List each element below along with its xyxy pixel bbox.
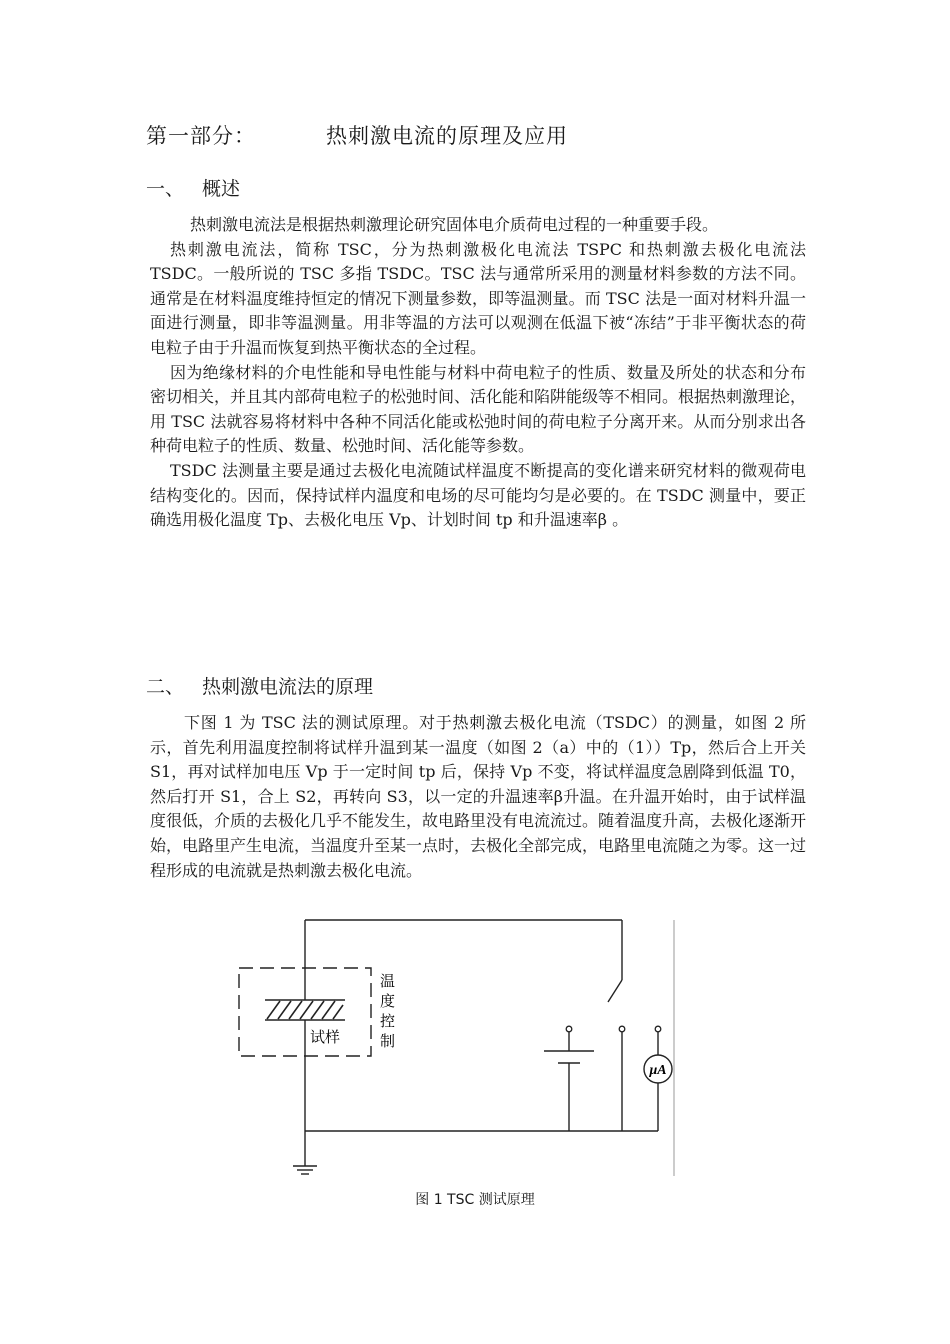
paragraph: 热刺激电流法，简称 TSC，分为热刺激极化电流法 TSPC 和热刺激去极化电流法 TSDC。一般所说的 TSC 多指 TSDC。TSC 法与通常所采用的测量材料参数的方法不同。通常是在材料温度维持恒定的情况下测量参数，即等温测量。而 TSC 法是一面对材料升温一面进行测量，即非等温测量。用非等温的方法可以观测在低温下被“冻结”于非平衡状态的荷电粒子由于升温而恢复到热平衡状态的全过程。 [150, 239, 806, 357]
section1-number: 一、 [146, 178, 185, 200]
switch-blade [608, 980, 622, 1002]
section2-body [150, 711, 806, 883]
sample-hatch [267, 1001, 343, 1019]
control-label-char: 度 [380, 992, 396, 1010]
paragraph: 下图 1 为 TSC 法的测试原理。对于热刺激去极化电流（TSDC）的测量，如图 2 所示，首先利用温度控制将试样升温到某一温度（如图 2（a）中的（1））Tp，然后合上开关 S1，再对试样加电压 Vp 于一定时间 tp 后，保持 Vp 不变，将试样温度急剧降到低温 T0，然后打开 S1，合上 S2，再转向 S3，以一定的升温速率β升温。在升温开始时，由于试样温度很低，介质的去极化几乎不能发生，故电路里没有电流流过。随着温度升高，去极化逐渐开始，电路里产生电流，当温度升至某一点时，去极化全部完成，电路里电流随之为零。这一过程形成的电流就是热刺激去极化电流。 [150, 713, 807, 880]
ammeter-label: μA [649, 1063, 667, 1078]
section2-number: 二、 [146, 676, 185, 698]
title-text: 热刺激电流的原理及应用 [326, 124, 568, 148]
terminal-s1 [566, 1026, 572, 1032]
terminal-s3 [655, 1026, 661, 1032]
paragraph: 因为绝缘材料的介电性能和导电性能与材料中荷电粒子的性质、数量及所处的状态和分布密切相关，并且其内部荷电粒子的松弛时间、活化能和陷阱能级等不相同。根据热刺激理论，用 TSC 法就容易将材料中各种不同活化能或松弛时间的荷电粒子分离开来。从而分别求出各种荷电粒子的性质、数量、松弛时间、活化能等参数。 [150, 362, 807, 456]
title-part: 第一部分： [146, 124, 256, 148]
figure-caption: 图 1 TSC 测试原理 [415, 1192, 535, 1208]
section1-title: 概述 [202, 178, 241, 200]
section2-heading [146, 672, 373, 699]
control-label-char: 制 [380, 1032, 396, 1050]
section1-body [150, 213, 806, 533]
paragraph: 热刺激电流法是根据热刺激理论研究固体电介质荷电过程的一种重要手段。 [190, 215, 719, 234]
control-label-char: 温 [380, 972, 396, 990]
sample-label: 试样 [309, 1028, 340, 1046]
tsc-circuit-diagram [230, 918, 690, 1180]
section1-heading [146, 174, 240, 201]
control-label-char: 控 [380, 1012, 396, 1030]
page-title [146, 120, 568, 150]
section2-title: 热刺激电流法的原理 [202, 676, 374, 698]
paragraph: TSDC 法测量主要是通过去极化电流随试样温度不断提高的变化谱来研究材料的微观荷电结构变化的。因而，保持试样内温度和电场的尽可能均匀是必要的。在 TSDC 测量中，要正确选用极化温度 Tp、去极化电压 Vp、计划时间 tp 和升温速率β 。 [150, 460, 806, 530]
terminal-s2 [619, 1026, 625, 1032]
